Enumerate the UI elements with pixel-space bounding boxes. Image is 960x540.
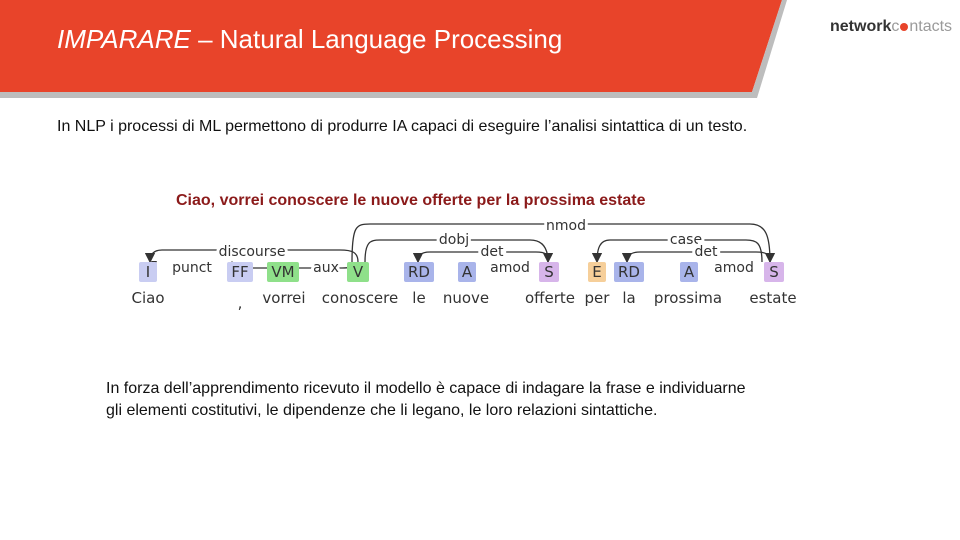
rel-case: case xyxy=(669,232,703,248)
intro-text: In NLP i processi di ML permettono di produrre IA capaci di eseguire l’analisi sintattica di un testo. xyxy=(57,118,748,135)
rel-amod-1: amod xyxy=(490,260,530,276)
example-sentence: Ciao, vorrei conoscere le nuove offerte per la prossima estate xyxy=(176,192,646,209)
pos-tag-8 xyxy=(614,262,644,282)
pos-tag-2 xyxy=(267,262,299,282)
pos-tags xyxy=(139,262,784,282)
pos-tag-4 xyxy=(404,262,434,282)
rel-discourse: discourse xyxy=(218,244,286,260)
word-10: estate xyxy=(749,289,797,307)
rel-det-2: det xyxy=(694,244,718,260)
word-5: nuove xyxy=(442,289,490,307)
words xyxy=(131,289,796,312)
svg-text:A: A xyxy=(683,263,695,281)
pos-tag-10 xyxy=(764,262,784,282)
svg-text:FF: FF xyxy=(231,263,249,281)
word-6: offerte xyxy=(524,289,576,307)
svg-text:RD: RD xyxy=(408,263,430,281)
word-9: prossima xyxy=(653,289,723,307)
word-4: le xyxy=(412,289,426,307)
rel-det-1: det xyxy=(480,244,504,260)
word-8: la xyxy=(622,289,636,307)
pos-tag-5 xyxy=(458,262,476,282)
svg-text:RD: RD xyxy=(618,263,640,281)
svg-text:E: E xyxy=(592,263,602,281)
pos-tag-1 xyxy=(227,262,253,282)
explanation-line-1: In forza dell’apprendimento ricevuto il modello è capace di indagare la frase e individuarne xyxy=(106,380,746,397)
rel-nmod: nmod xyxy=(546,218,586,234)
rel-amod-2: amod xyxy=(714,260,754,276)
svg-text:A: A xyxy=(461,263,473,281)
pos-tag-7 xyxy=(588,262,606,282)
svg-text:S: S xyxy=(769,263,779,281)
word-3: conoscere xyxy=(321,289,399,307)
svg-text:VM: VM xyxy=(271,263,295,281)
dependency-parse-diagram xyxy=(120,216,820,316)
pos-tag-6 xyxy=(539,262,559,282)
pos-tag-9 xyxy=(680,262,698,282)
svg-text:I: I xyxy=(145,263,151,281)
rel-punct: punct xyxy=(172,260,212,276)
svg-text:S: S xyxy=(544,263,554,281)
header-banner xyxy=(0,0,960,100)
word-0: Ciao xyxy=(131,289,165,307)
explanation-line-2: gli elementi costitutivi, le dipendenze che li legano, le loro relazioni sintattiche. xyxy=(106,402,658,419)
svg-text:V: V xyxy=(352,263,364,281)
logo-dot-icon xyxy=(900,23,908,31)
rel-dobj: dobj xyxy=(438,232,470,248)
word-1: , xyxy=(237,294,243,312)
pos-tag-0 xyxy=(139,262,157,282)
pos-tag-3 xyxy=(347,262,369,282)
word-2: vorrei xyxy=(262,289,306,307)
company-logo: networkc ntacts xyxy=(830,18,953,35)
explanation-text xyxy=(106,378,846,422)
rel-aux: aux xyxy=(313,260,339,276)
word-7: per xyxy=(584,289,610,307)
page-title: IMPARARE – Natural Language Processing xyxy=(57,24,563,54)
